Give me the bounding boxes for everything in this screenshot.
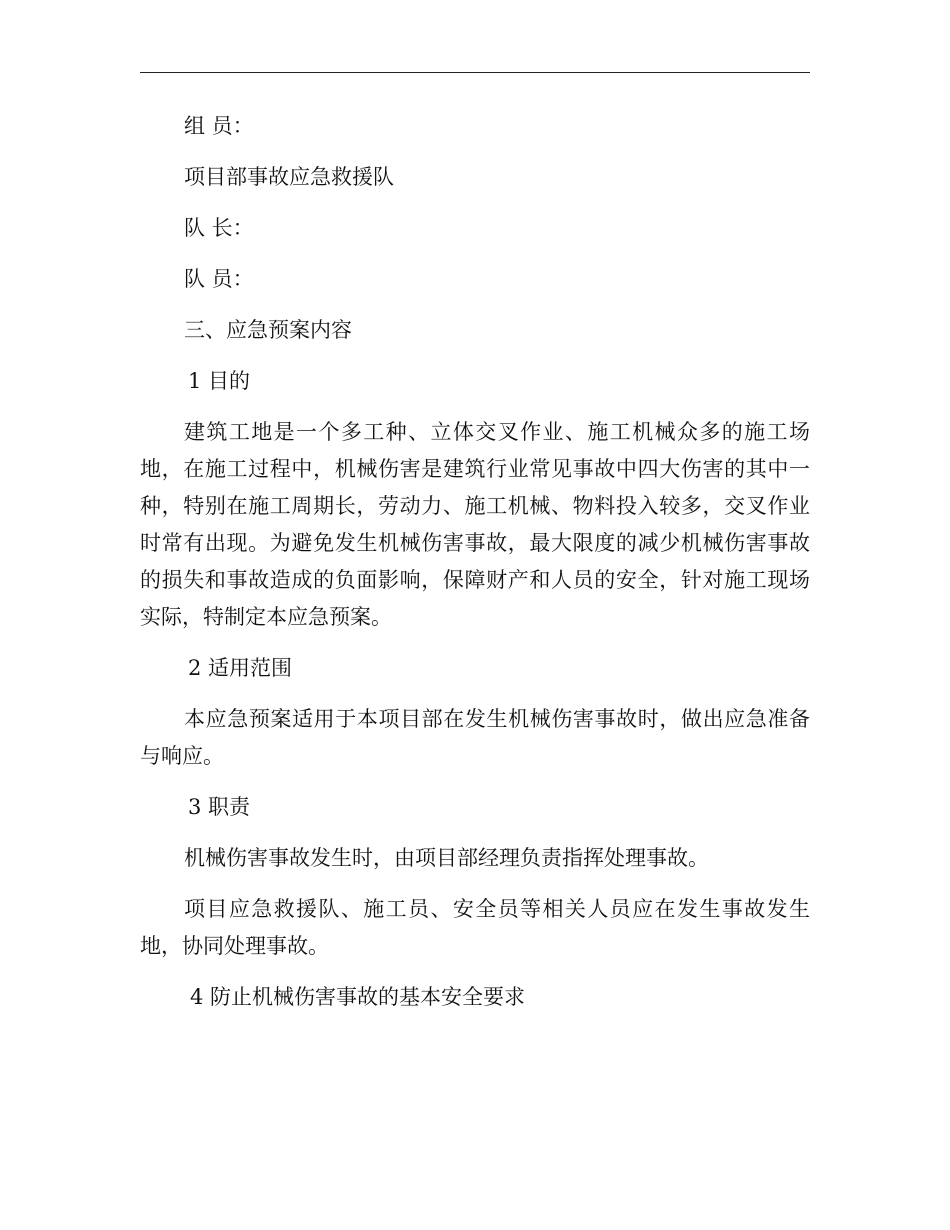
document-body (140, 108, 810, 1030)
section-heading-duties: 3 职责 (188, 795, 251, 819)
section-heading-scope: 2 适用范围 (188, 656, 293, 680)
duties-paragraph-1: 机械伤害事故发生时，由项目部经理负责指挥处理事故。 (184, 846, 709, 870)
header-rule (140, 72, 810, 73)
duties-paragraph-2: 项目应急救援队、施工员、安全员等相关人员应在发生事故发生地，协同处理事故。 (140, 897, 810, 958)
team-leader-line: 队 长： (184, 216, 254, 240)
section-heading-safety: 4 防止机械伤害事故的基本安全要求 (190, 985, 526, 1009)
section-heading-purpose: 1 目的 (188, 369, 251, 393)
section-title: 三、应急预案内容 (184, 318, 352, 342)
scope-paragraph: 本应急预案适用于本项目部在发生机械伤害事故时，做出应急准备与响应。 (140, 707, 810, 768)
team-members-line: 队 员： (184, 267, 254, 291)
rescue-team-heading: 项目部事故应急救援队 (184, 165, 394, 189)
purpose-paragraph: 建筑工地是一个多工种、立体交叉作业、施工机械众多的施工场地，在施工过程中，机械伤害是建筑行业常见事故中四大伤害的其中一种，特别在施工周期长，劳动力、施工机械、物料投入较多，交叉作业时常有出现。为避免发生机械伤害事故，最大限度的减少机械伤害事故的损失和事故造成的负面影响，保障财产和人员的安全，针对施工现场实际，特制定本应急预案。 (140, 420, 810, 629)
member-line: 组 员： (184, 114, 254, 138)
